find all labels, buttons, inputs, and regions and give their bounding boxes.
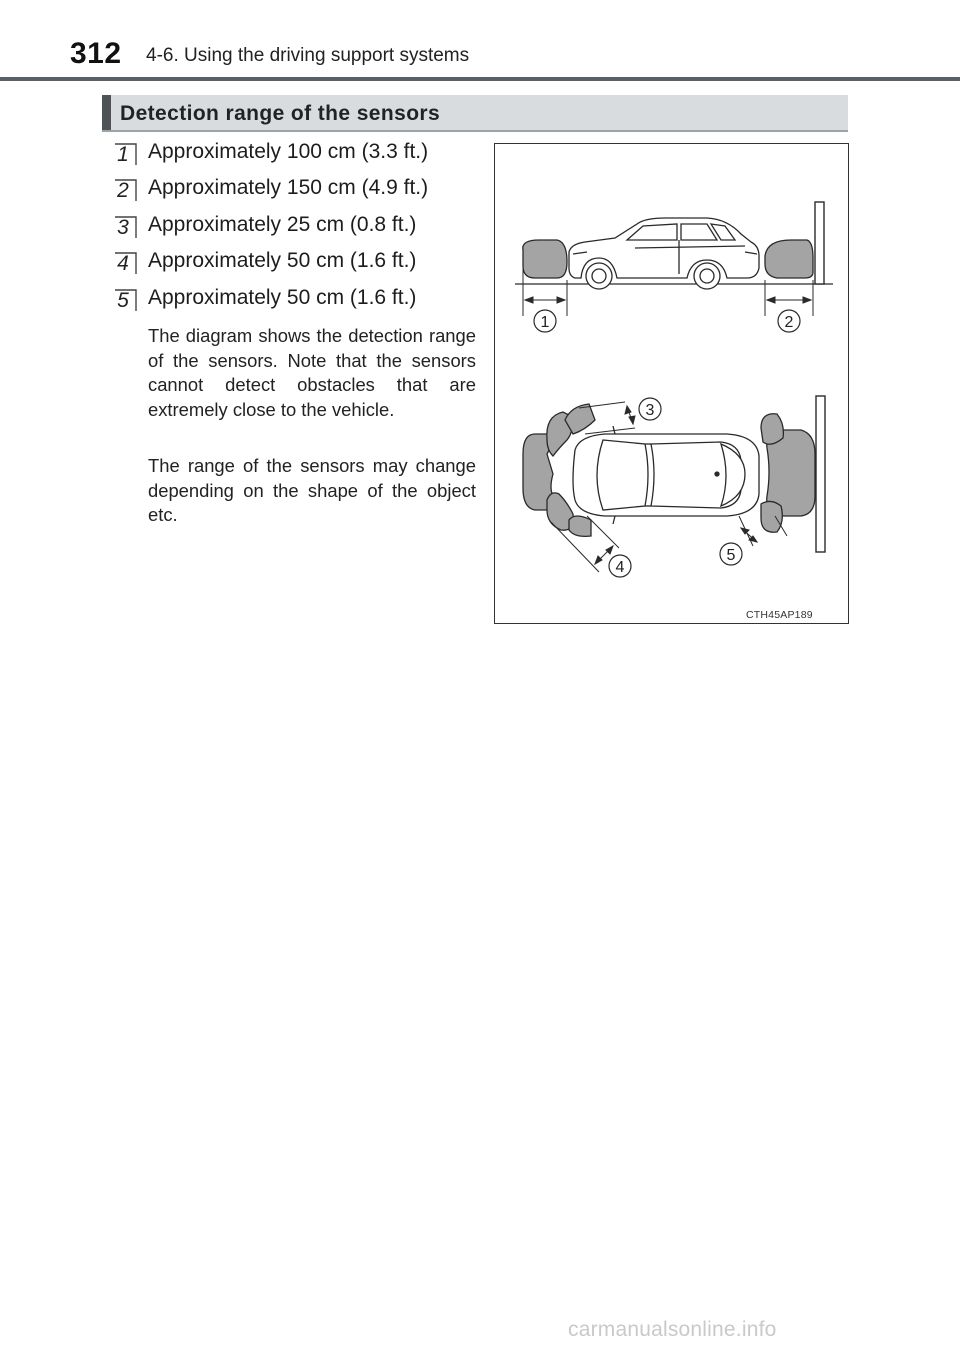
svg-text:2: 2 (784, 314, 794, 331)
page-number: 312 (70, 37, 122, 70)
watermark: carmanualsonline.info (568, 1318, 777, 1341)
list-item (112, 249, 482, 279)
item-number-badge (112, 215, 138, 240)
section-title: Detection range of the sensors (120, 102, 441, 125)
item-label: Approximately 50 cm (1.6 ft.) (148, 286, 417, 309)
item-number-badge (112, 288, 138, 313)
diagram-code: CTH45AP189 (746, 609, 813, 621)
list-item (112, 286, 482, 316)
diagram-illustration (495, 144, 850, 625)
list-item (112, 140, 482, 170)
callout-3 (639, 398, 661, 420)
item-number-badge (112, 178, 138, 203)
item-label: Approximately 100 cm (3.3 ft.) (148, 140, 429, 163)
item-number: 3 (117, 216, 129, 239)
item-number: 1 (117, 143, 129, 166)
item-label: Approximately 25 cm (0.8 ft.) (148, 213, 417, 236)
paragraph: The diagram shows the detection range of the sensors. Note that the sensors cannot detect obstacles that are extremely close to the vehicle. (148, 325, 476, 420)
item-label: Approximately 150 cm (4.9 ft.) (148, 176, 429, 199)
svg-text:5: 5 (726, 547, 736, 564)
section-accent (102, 95, 111, 130)
item-number-badge (112, 142, 138, 167)
callout-2 (778, 310, 800, 332)
header-rule (0, 77, 960, 81)
wall-top (816, 396, 825, 552)
front-detection-zones (761, 414, 815, 532)
item-label: Approximately 50 cm (1.6 ft.) (148, 249, 417, 272)
svg-text:1: 1 (540, 314, 550, 331)
item-number: 5 (117, 289, 129, 312)
car-top-view (573, 426, 759, 524)
svg-text:4: 4 (615, 559, 625, 576)
front-detection-zone (765, 240, 813, 278)
item-number: 2 (117, 179, 129, 202)
chapter-title: 4-6. Using the driving support systems (146, 45, 470, 66)
rear-detection-zone (523, 240, 567, 278)
wall (815, 202, 824, 284)
list-item (112, 176, 482, 206)
callout-5 (720, 543, 742, 565)
paragraph: The range of the sensors may change depending on the shape of the object etc. (148, 455, 476, 526)
callout-1 (534, 310, 556, 332)
sensor-range-diagram (494, 143, 849, 624)
item-number: 4 (117, 252, 129, 275)
list-item (112, 213, 482, 243)
svg-text:3: 3 (645, 402, 655, 419)
car-side-view (569, 218, 759, 289)
item-number-badge (112, 251, 138, 276)
callout-4 (609, 555, 631, 577)
